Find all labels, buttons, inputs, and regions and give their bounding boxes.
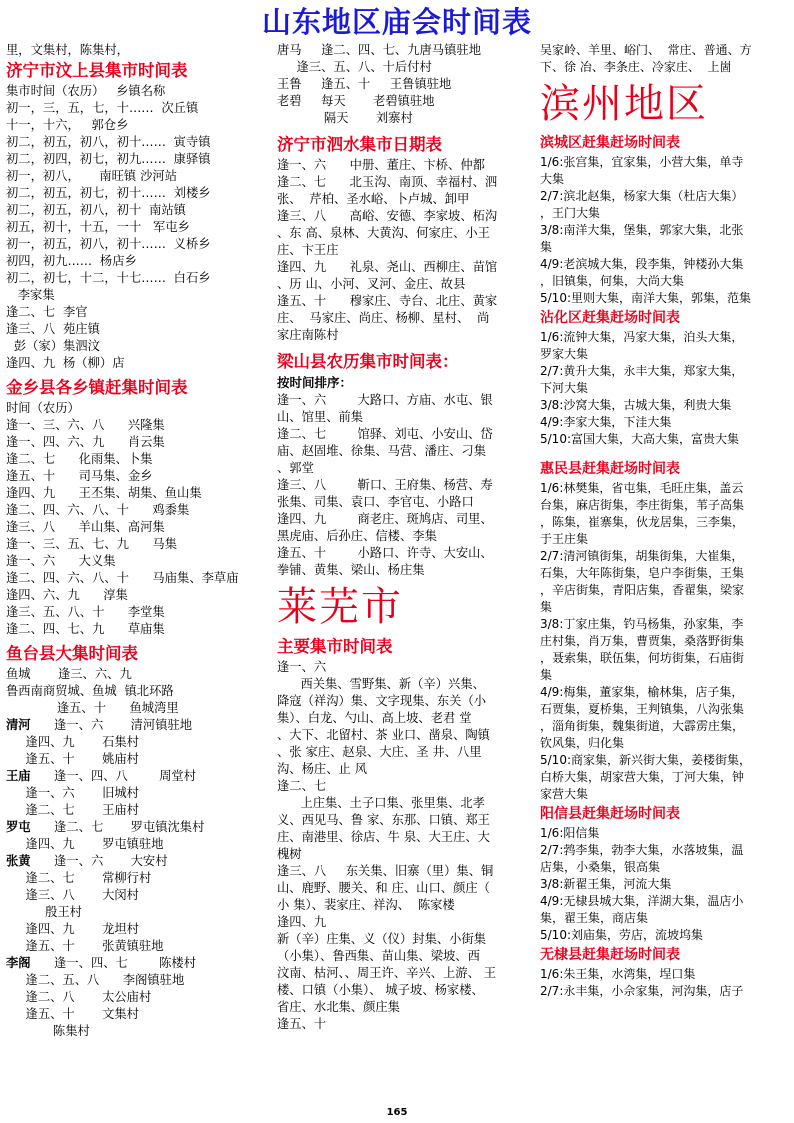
list-item: 逢三、五、八、十后付村 — [277, 60, 432, 74]
heading-huimin: 惠民县赶集赶场时间表 — [540, 461, 680, 477]
list-item — [6, 938, 272, 955]
list-item: 2/7:鹁李集，勃李大集，水落坡集，温 — [540, 843, 744, 857]
list-item: ，陈集，崔寨集，伙龙居集，三李集， — [540, 515, 745, 529]
list-item: 1/6:林樊集，省屯集，毛旺庄集，盖云 — [540, 481, 744, 495]
list-item: 4/9:李家大集，下洼大集 — [540, 415, 672, 429]
list-item: 庄村集，肖万集，曹贾集，桑落野街集 — [540, 634, 745, 648]
huimin-list — [540, 480, 790, 803]
list-item — [6, 1023, 272, 1040]
list-item: 小 集）、裴家庄、祥沟、 陈家楼 — [277, 898, 455, 912]
list-item: 义、西见马、鲁 家、东那、口镇、郑王 — [277, 813, 490, 827]
list-item: 张、 芹柏、圣水峪、卜卢城、卸甲 — [277, 192, 470, 206]
list-item: ，辛店街集，青阳店集，香翟集，梁家 — [540, 583, 745, 597]
list-item: 于王庄集 — [540, 532, 589, 546]
list-item: 1/6:阳信集 — [540, 826, 600, 840]
list-item: 初二，初五，初八，初十 南站镇 — [6, 203, 186, 217]
list-item — [6, 989, 272, 1006]
list-item: 5/10:富国大集，大高大集，富贵大集 — [540, 432, 739, 446]
list-item: 逢一、三、五、七、九 马集 — [6, 537, 178, 551]
list-item: 集）、白龙、勺山、高上坡、老君 堂 — [277, 711, 472, 725]
list-item — [6, 836, 272, 853]
list-item: 初二，初四，初七，初九…… 康驿镇 — [6, 152, 211, 166]
list-item: 逢一、四、六、九 肖云集 — [6, 435, 165, 449]
list-item — [6, 921, 272, 938]
list-item: 吴家岭、羊里、峪门、 常庄、普通、方 — [540, 43, 752, 57]
list-item — [6, 819, 272, 836]
list-item: 下河大集 — [540, 381, 589, 395]
list-item: 2/7:黄升大集，永丰大集，郑家大集， — [540, 364, 744, 378]
list-item — [6, 666, 272, 683]
list-item: 逢五、十 司马集、金乡 — [6, 469, 153, 483]
list-item: 、郭堂 — [277, 461, 314, 475]
schedule-text: 殷王村 — [6, 905, 82, 919]
list-item: 台集，麻店街集，李庄街集，苇子高集 — [540, 498, 745, 512]
yangxin-list — [540, 825, 790, 944]
list-item: 、东 高、泉林、大黄沟、何家庄、小王 — [277, 226, 490, 240]
schedule-text: 逢一、四、七 陈楼村 — [30, 956, 197, 970]
list-item: ，淄角街集，魏集街道，大霹雳庄集， — [540, 719, 745, 733]
list-item: 逢二、七 北玉沟、南顶、幸福村、泗 — [277, 175, 498, 189]
schedule-text: 逢二、八 太公庙村 — [6, 990, 152, 1004]
list-item: 沟、杨庄、止 风 — [277, 762, 367, 776]
list-item: 3/8:丁家庄集，钓马杨集，孙家集，李 — [540, 617, 744, 631]
list-item: 罗家大集 — [540, 347, 589, 361]
laiwu-list — [277, 659, 527, 1033]
list-item: 逢一、六 — [277, 660, 327, 674]
page-number: 165 — [386, 1107, 408, 1118]
list-item: 新（辛）庄集、义（仪）封集、小街集 — [277, 932, 487, 946]
list-item: 逢五、十 穆家庄、寺台、北庄、黄家 — [277, 294, 498, 308]
wenshang-list — [6, 100, 272, 372]
heading-laiwu: 主要集市时间表 — [277, 637, 393, 656]
list-item — [6, 785, 272, 802]
list-item: 初四，初九…… 杨店乡 — [6, 254, 137, 268]
list-item — [6, 1006, 272, 1023]
list-item: 石集，大年陈街集，皂户李街集，王集 — [540, 566, 745, 580]
wudi-list — [540, 966, 790, 1000]
list-item: 、张 家庄、赵泉、大庄、圣 井、八里 — [277, 745, 482, 759]
heading-yangxin: 阳信县赶集赶场时间表 — [540, 806, 680, 822]
list-item: 庄、南港里、徐店、牛 泉、大王庄、大 — [277, 830, 490, 844]
schedule-text: 逢五、十 张黄镇驻地 — [6, 939, 164, 953]
list-item: 家庄南陈村 — [277, 328, 339, 342]
list-item: 唐马 逢二、四、七、九唐马镇驻地 — [277, 43, 481, 57]
town-name: 清河 — [6, 718, 31, 732]
list-item: 庄、卞王庄 — [277, 243, 339, 257]
heading-zhanhua: 沾化区赶集赶场时间表 — [540, 310, 680, 326]
list-item: 逢五、十 小路口、许寺、大安山、 — [277, 546, 493, 560]
list-item: 逢三、八 高峪、安德、李家坡、柘沟 — [277, 209, 498, 223]
list-item: 1/6:流钟大集，冯家大集，泊头大集， — [540, 330, 744, 344]
list-item: 逢二、四、六、八、十 鸡黍集 — [6, 503, 190, 517]
list-item: 5/10:刘庙集，劳店，流坡坞集 — [540, 928, 703, 942]
list-item: 黑虎庙、后孙庄、信楼、李集 — [277, 529, 437, 543]
list-item: 逢二、七 馆驿、刘屯、小安山、岱 — [277, 427, 493, 441]
schedule-text: 逢四、九 罗屯镇驻地 — [6, 837, 164, 851]
list-item: 隔天 刘寨村 — [277, 111, 413, 125]
town-name: 张黄 — [6, 854, 31, 868]
liangshan-list — [277, 392, 527, 579]
list-item: 4/9:梅集，董家集，榆林集，店子集， — [540, 685, 744, 699]
list-item: 2/7:永丰集，小佘家集，河沟集，店子 — [540, 984, 744, 998]
schedule-text: 逢二、七 王庙村 — [6, 803, 139, 817]
list-item: 拳铺、黄集、梁山、杨庄集 — [277, 563, 425, 577]
list-item: 逢三、八 羊山集、高河集 — [6, 520, 165, 534]
list-item: 逢三、八 东关集、旧寨（里）集、铜 — [277, 864, 494, 878]
list-item — [6, 751, 272, 768]
list-item — [6, 853, 272, 870]
column-3 — [540, 42, 790, 1104]
zhanhua-list — [540, 329, 790, 448]
list-item: 上庄集、土子口集、张里集、北孝 — [277, 796, 485, 810]
schedule-text: 逢一、六 大安村 — [30, 854, 168, 868]
list-item: 大集 — [540, 172, 565, 186]
list-item: 、大下、北留村、茶 业口、凿泉、陶镇 — [277, 728, 490, 742]
schedule-text: 逢一、四、八 周堂村 — [30, 769, 197, 783]
list-item: 张集、司集、袁口、李官屯、小路口 — [277, 495, 474, 509]
yutai-list — [6, 666, 272, 1040]
list-item: 彭（家）集泗汶 — [6, 339, 100, 353]
schedule-text: 逢二、七 罗屯镇沈集村 — [30, 820, 205, 834]
schedule-text: 逢一、六 清河镇驻地 — [30, 718, 193, 732]
schedule-text: 逢四、九 石集村 — [6, 735, 139, 749]
list-item: ，聂索集，联伍集，何坊街集，石庙街 — [540, 651, 745, 665]
bincheng-list — [540, 154, 790, 307]
table-header: 集市时间（农历） 乡镇名称 — [6, 84, 166, 98]
list-item: 山、馆里、前集 — [277, 410, 364, 424]
list-item: 初一，三，五，七，十…… 次丘镇 — [6, 101, 199, 115]
jinxiang-header: 时间（农历） — [6, 401, 80, 415]
list-item: 初一，初八， 南旺镇 沙河站 — [6, 169, 178, 183]
heading-binzhou-big: 滨州地区 — [540, 81, 708, 127]
list-item: 1/6:朱王集，水湾集，埕口集 — [540, 967, 696, 981]
list-item: 庙、赵固堆、徐集、马营、潘庄、刁集 — [277, 444, 487, 458]
list-item — [6, 683, 272, 700]
list-item: 逢三、五、八、十 李堂集 — [6, 605, 165, 619]
list-item: 、历 山、小河、叉河、金庄、故县 — [277, 277, 466, 291]
schedule-text: 鲁西南商贸城、鱼城 镇北环路 — [6, 684, 174, 698]
list-item: 家营大集 — [540, 787, 589, 801]
list-item — [6, 700, 272, 717]
list-item — [6, 870, 272, 887]
list-item: 逢三、八 靳口、王府集、杨营、寿 — [277, 478, 493, 492]
list-item: 2/7:清河镇街集，胡集街集，大崔集， — [540, 549, 744, 563]
list-item: 庄、 马家庄、尚庄、杨柳、星村、 尚 — [277, 311, 490, 325]
intro-line: 里，文集村，陈集村， — [6, 43, 129, 57]
list-item: 逢一、六 大路口、方庙、水屯、银 — [277, 393, 493, 407]
list-item: 白桥大集，胡家营大集，丁河大集，钟 — [540, 770, 745, 784]
list-item: 初二，初五，初八，初十…… 寅寺镇 — [6, 135, 211, 149]
list-item: 逢四、九 — [277, 915, 327, 929]
list-item — [6, 734, 272, 751]
list-item: 4/9:老滨城大集，段李集，钟楼孙大集 — [540, 257, 744, 271]
list-item: 店集，小桑集，银高集 — [540, 860, 661, 874]
list-item: 逢二、七 化雨集、卜集 — [6, 452, 153, 466]
list-item — [6, 955, 272, 972]
list-item: 集，翟王集，商店集 — [540, 911, 649, 925]
schedule-text: 逢三、八 大闵村 — [6, 888, 139, 902]
list-item: 逢四、六、九 淳集 — [6, 588, 128, 602]
list-item — [6, 972, 272, 989]
list-item: 逢三、八 苑庄镇 — [6, 322, 100, 336]
list-item: 逢二、七 李官 — [6, 305, 88, 319]
page-title: 山东地区庙会时间表 — [261, 5, 532, 39]
heading-jinxiang: 金乡县各乡镇赶集时间表 — [6, 378, 188, 397]
town-name: 罗屯 — [6, 820, 31, 834]
list-item: 楼、口镇（小集）、 城子坡、杨家楼、 — [277, 983, 484, 997]
schedule-text: 逢五、十 姚庙村 — [6, 752, 139, 766]
list-item: 钦风集，归化集 — [540, 736, 625, 750]
list-item: 十一，十六， 郭仓乡 — [6, 118, 129, 132]
schedule-text: 鱼城 逢三、六、九 — [6, 667, 132, 681]
list-item: 集 — [540, 600, 553, 614]
schedule-text: 逢四、九 龙坦村 — [6, 922, 139, 936]
schedule-text: 逢五、十 文集村 — [6, 1007, 139, 1021]
heading-jining-wenshang: 济宁市汶上县集市时间表 — [6, 61, 188, 80]
list-item: 逢一、六 大义集 — [6, 554, 116, 568]
column2-top-list — [277, 42, 527, 127]
list-item: 3/8:沙窝大集，古城大集，利贵大集 — [540, 398, 732, 412]
list-item: 逢四、九 礼泉、尧山、西柳庄、苗馆 — [277, 260, 498, 274]
schedule-text: 陈集村 — [6, 1024, 90, 1038]
list-item — [6, 802, 272, 819]
list-item: 石贾集，夏桥集，王判镇集，八沟张集 — [540, 702, 745, 716]
town-name: 李阁 — [6, 956, 31, 970]
list-item: 老碧 每天 老碧镇驻地 — [277, 94, 435, 108]
list-item: 初二，初五，初七，初十…… 刘楼乡 — [6, 186, 211, 200]
list-item: 下、徐 冶、李条庄、冷家庄、 上崮 — [540, 60, 732, 74]
list-item: 逢五、十 — [277, 1017, 327, 1031]
list-item: 集 — [540, 668, 553, 682]
sishui-list — [277, 157, 527, 344]
list-item — [6, 768, 272, 785]
list-item: ，王门大集 — [540, 206, 601, 220]
list-item: 降寇（祥沟）集、文字现集、东关（小 — [277, 694, 487, 708]
liangshan-subheading: 按时间排序： — [277, 375, 353, 390]
list-item: 槐树 — [277, 847, 302, 861]
heading-liangshan: 梁山县农历集市时间表： — [277, 352, 459, 371]
list-item: 4/9:无棣县城大集，洋湖大集，温店小 — [540, 894, 744, 908]
list-item: 逢四、九 商老庄、斑鸠店、司里、 — [277, 512, 493, 526]
heading-bincheng: 滨城区赶集赶场时间表 — [540, 135, 680, 151]
heading-wudi: 无棣县赶集赶场时间表 — [540, 947, 680, 963]
list-item: 5/10:里则大集，南洋大集，郭集，范集 — [540, 291, 751, 305]
list-item: ，旧镇集，何集，大尚大集 — [540, 274, 685, 288]
list-item — [6, 904, 272, 921]
list-item: 逢一、三、六、八 兴隆集 — [6, 418, 165, 432]
list-item: 逢四、九 杨（柳）店 — [6, 356, 125, 370]
list-item: 1/6:张宫集，宜家集，小营大集，单寺 — [540, 155, 744, 169]
list-item: 省庄、水北集、颜庄集 — [277, 1000, 400, 1014]
column3-top-list — [540, 42, 790, 76]
list-item: 逢二、四、六、八、十 马庙集、李草庙 — [6, 571, 239, 585]
list-item: 西关集、雪野集、新（辛）兴集、 — [277, 677, 485, 691]
list-item: 山、鹿野、腰关、和 庄、山口、颜庄（ — [277, 881, 490, 895]
list-item: 3/8:新翟王集，河流大集 — [540, 877, 672, 891]
list-item: 初一，初五，初八，初十…… 义桥乡 — [6, 237, 211, 251]
list-item: 初二，初七，十二，十七…… 白石乡 — [6, 271, 211, 285]
column-1 — [6, 42, 272, 1104]
list-item: 汶南、枯河、、周王许、辛兴、上游、 王 — [277, 966, 497, 980]
list-item: 逢二、七 — [277, 779, 327, 793]
heading-laiwu-big: 莱芜市 — [277, 584, 403, 630]
list-item: 王鲁 逢五、十 王鲁镇驻地 — [277, 77, 452, 91]
list-item: 3/8:南洋大集，堡集，郭家大集，北张 — [540, 223, 744, 237]
schedule-text: 逢二、七 常柳行村 — [6, 871, 152, 885]
heading-yutai: 鱼台县大集时间表 — [6, 644, 138, 663]
town-name: 王庙 — [6, 769, 31, 783]
schedule-text: 逢二、五、八 李阁镇驻地 — [6, 973, 185, 987]
jinxiang-list — [6, 417, 272, 638]
heading-sishui: 济宁市泗水集市日期表 — [277, 135, 442, 154]
list-item: 初五，初十，十五，一十 军屯乡 — [6, 220, 190, 234]
schedule-text: 逢五、十 鱼城湾里 — [6, 701, 179, 715]
schedule-text: 逢一、六 旧城村 — [6, 786, 139, 800]
column-2 — [277, 42, 527, 1104]
list-item: 5/10:商家集，新兴街大集，姜楼街集， — [540, 753, 751, 767]
list-item: 李家集 — [6, 288, 55, 302]
list-item: 逢一、六 中册、董庄、卞桥、仲都 — [277, 158, 485, 172]
list-item: 逢二、四、七、九 草庙集 — [6, 622, 165, 636]
list-item: 2/7:滨北赵集，杨家大集（杜店大集） — [540, 189, 744, 203]
list-item — [6, 717, 272, 734]
list-item: （小集）、鲁西集、苗山集、梁坡、西 — [277, 949, 480, 963]
list-item: 逢四、九 王丕集、胡集、鱼山集 — [6, 486, 202, 500]
list-item — [6, 887, 272, 904]
list-item: 集 — [540, 240, 553, 254]
